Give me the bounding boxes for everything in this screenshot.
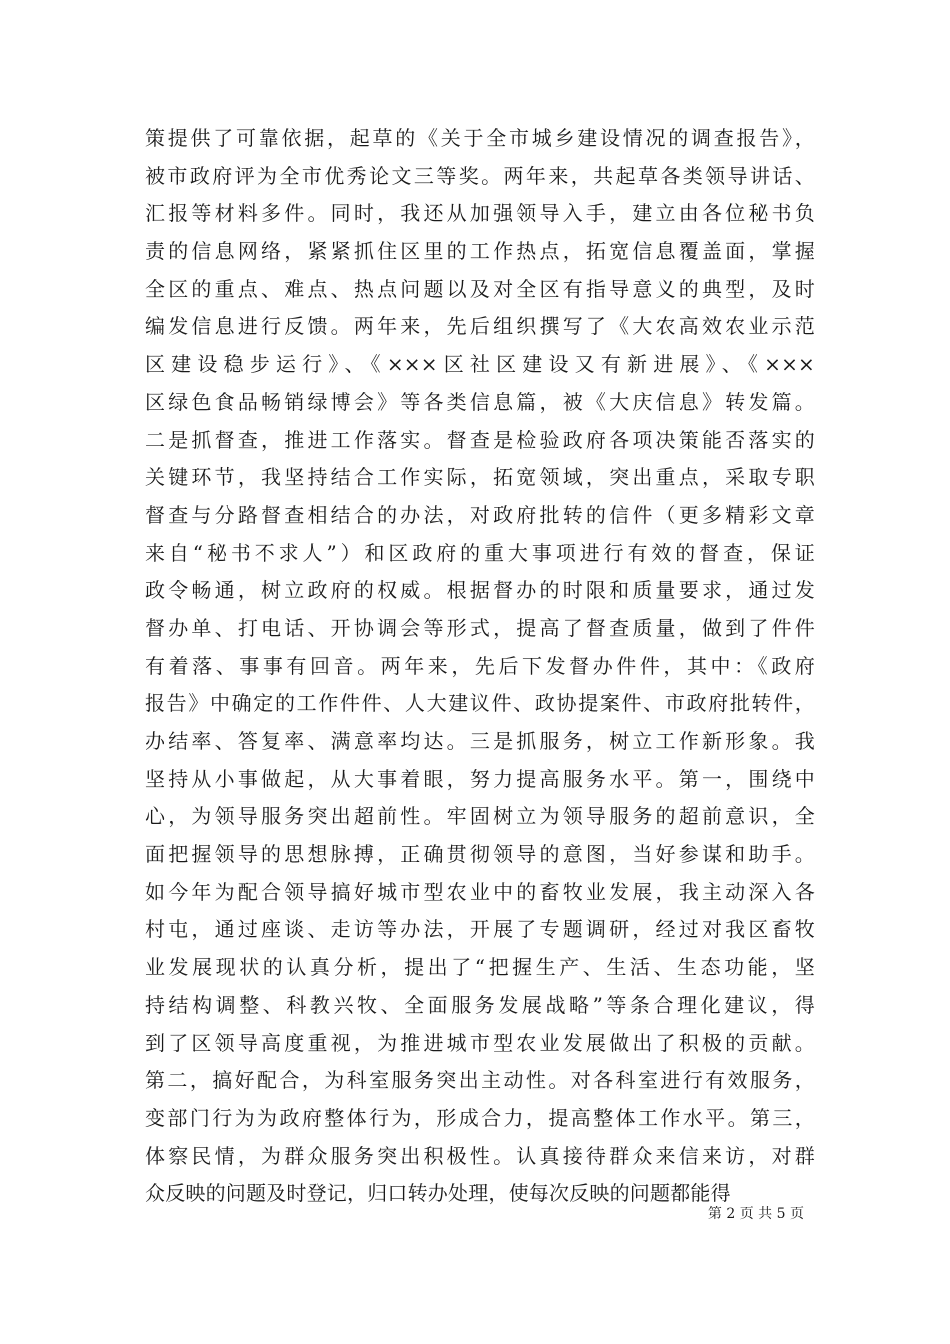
page-number: 第 2 页 共 5 页 <box>707 1206 804 1222</box>
text-line: 持结构调整、科教兴牧、全面服务发展战略”等条合理化建议，得 <box>145 992 815 1017</box>
text-line: 面把握领导的思想脉搏，正确贯彻领导的意图，当好参谋和助手。 <box>145 842 815 867</box>
text-line: 村屯，通过座谈、走访等办法，开展了专题调研，经过对我区畜牧 <box>145 917 815 942</box>
text-line: 心，为领导服务突出超前性。牢固树立为领导服务的超前意识，全 <box>145 804 815 829</box>
text-line: 汇报等材料多件。同时，我还从加强领导入手，建立由各位秘书负 <box>145 201 815 226</box>
text-line: 编发信息进行反馈。两年来，先后组织撰写了《大农高效农业示范 <box>145 314 815 339</box>
text-line: 众反映的问题及时登记，归口转办处理，使每次反映的问题都能得 <box>145 1181 731 1206</box>
text-line: 变部门行为为政府整体行为，形成合力，提高整体工作水平。第三， <box>145 1105 815 1130</box>
text-line: 办结率、答复率、满意率均达。三是抓服务，树立工作新形象。我 <box>145 729 815 753</box>
text-line: 政令畅通，树立政府的权威。根据督办的时限和质量要求，通过发 <box>145 578 815 603</box>
text-line: 第二，搞好配合，为科室服务突出主动性。对各科室进行有效服务， <box>145 1068 815 1093</box>
text-line: 到了区领导高度重视，为推进城市型农业发展做出了积极的贡献。 <box>145 1030 815 1055</box>
text-line: 区建设稳步运行》、《×××区社区建设又有新进展》、《××× <box>145 352 815 377</box>
body-text <box>145 120 815 1213</box>
text-line: 二是抓督查，推进工作落实。督查是检验政府各项决策能否落实的 <box>145 427 815 452</box>
text-line: 如今年为配合领导搞好城市型农业中的畜牧业发展，我主动深入各 <box>145 879 815 904</box>
text-line: 来自“秘书不求人”）和区政府的重大事项进行有效的督查，保证 <box>145 540 815 565</box>
text-line: 督查与分路督查相结合的办法，对政府批转的信件（更多精彩文章 <box>145 502 815 527</box>
text-line: 督办单、打电话、开协调会等形式，提高了督查质量，做到了件件 <box>145 615 815 640</box>
text-line: 体察民情，为群众服务突出积极性。认真接待群众来信来访，对群 <box>145 1143 815 1168</box>
text-line: 策提供了可靠依据，起草的《关于全市城乡建设情况的调查报告》， <box>145 126 815 150</box>
text-line: 报告》中确定的工作件件、人大建议件、政协提案件、市政府批转件， <box>145 691 815 716</box>
text-line: 全区的重点、难点、热点问题以及对全区有指导意义的典型，及时 <box>145 276 815 301</box>
text-line: 关键环节，我坚持结合工作实际，拓宽领域，突出重点，采取专职 <box>145 465 815 490</box>
text-line: 区绿色食品畅销绿博会》等各类信息篇，被《大庆信息》转发篇。 <box>145 389 815 414</box>
text-line: 被市政府评为全市优秀论文三等奖。两年来，共起草各类领导讲话、 <box>145 163 815 188</box>
text-line: 有着落、事事有回音。两年来，先后下发督办件件，其中：《政府 <box>145 653 815 678</box>
text-line: 责的信息网络，紧紧抓住区里的工作热点，拓宽信息覆盖面，掌握 <box>145 239 815 264</box>
text-line: 业发展现状的认真分析，提出了“把握生产、生活、生态功能，坚 <box>145 955 815 980</box>
text-line: 坚持从小事做起，从大事着眼，努力提高服务水平。第一，围绕中 <box>145 766 815 791</box>
